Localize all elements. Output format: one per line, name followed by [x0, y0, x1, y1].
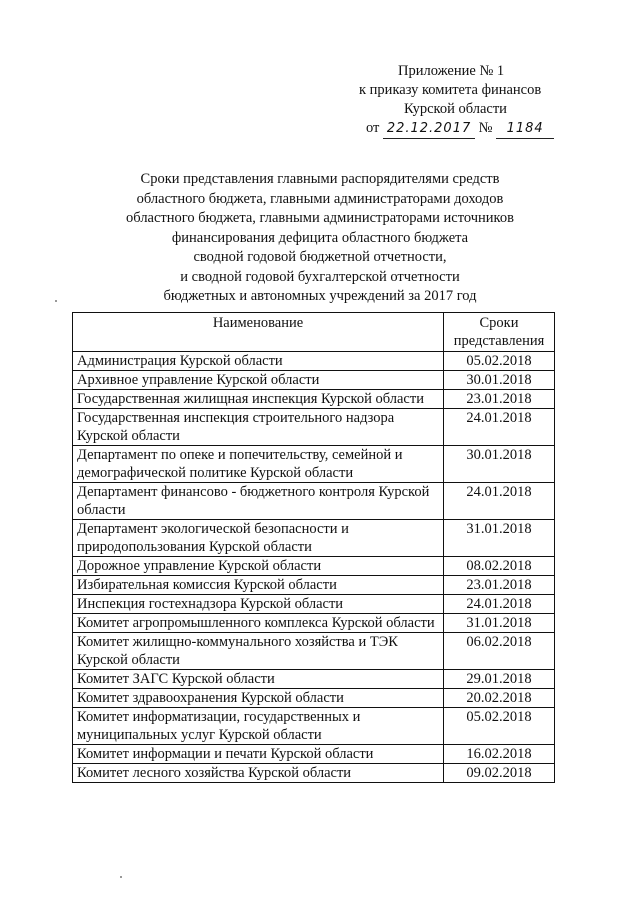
annex-date-line — [290, 119, 570, 139]
row-name: Государственная жилищная инспекция Курской области — [73, 390, 444, 409]
row-name: Департамент экологической безопасности и природопользования Курской области — [73, 520, 444, 557]
row-name: Комитет информации и печати Курской области — [73, 745, 444, 764]
row-term: 08.02.2018 — [444, 557, 555, 576]
row-term: 16.02.2018 — [444, 745, 555, 764]
scan-speck — [55, 300, 57, 302]
row-term: 31.01.2018 — [444, 520, 555, 557]
table-row — [73, 745, 555, 764]
row-name: Администрация Курской области — [73, 352, 444, 371]
document-title — [60, 170, 580, 307]
title-line: бюджетных и автономных учреждений за 2017 год — [163, 288, 477, 304]
title-line: сводной годовой бюджетной отчетности, — [193, 249, 447, 265]
table-row — [73, 409, 555, 446]
table-row — [73, 483, 555, 520]
row-name: Комитет ЗАГС Курской области — [73, 670, 444, 689]
row-term: 30.01.2018 — [444, 446, 555, 483]
row-name: Департамент по опеке и попечительству, семейной и демографической политике Курской области — [73, 446, 444, 483]
table-header-row — [73, 313, 555, 352]
table-row — [73, 371, 555, 390]
row-term: 05.02.2018 — [444, 352, 555, 371]
row-name: Избирательная комиссия Курской области — [73, 576, 444, 595]
table-row — [73, 689, 555, 708]
row-term: 31.01.2018 — [444, 614, 555, 633]
header-term: Сроки представления — [444, 313, 555, 352]
row-name: Комитет информатизации, государственных и муниципальных услуг Курской области — [73, 708, 444, 745]
table-row — [73, 764, 555, 783]
row-term: 09.02.2018 — [444, 764, 555, 783]
title-line: областного бюджета, главными администраторами доходов — [136, 190, 504, 207]
row-term: 29.01.2018 — [444, 670, 555, 689]
from-label: от — [366, 120, 380, 136]
handwritten-date: 22.12.2017 — [383, 119, 475, 139]
row-name: Архивное управление Курской области — [73, 371, 444, 390]
table-row — [73, 614, 555, 633]
table-row — [73, 708, 555, 745]
table-row — [73, 352, 555, 371]
title-line: и сводной годовой бухгалтерской отчетности — [180, 268, 460, 285]
title-line: Сроки представления главными распорядителями средств — [140, 171, 500, 187]
title-line: областного бюджета, главными администраторами источников — [126, 210, 514, 226]
row-name: Государственная инспекция строительного надзора Курской области — [73, 409, 444, 446]
annex-line-2: к приказу комитета финансов — [359, 82, 542, 98]
table-row — [73, 390, 555, 409]
row-name: Дорожное управление Курской области — [73, 557, 444, 576]
scan-speck — [120, 876, 122, 878]
table-row — [73, 446, 555, 483]
row-term: 05.02.2018 — [444, 708, 555, 745]
row-term: 06.02.2018 — [444, 633, 555, 670]
row-name: Комитет агропромышленного комплекса Курской области — [73, 614, 444, 633]
table-row — [73, 670, 555, 689]
table-row — [73, 520, 555, 557]
table-row — [73, 557, 555, 576]
deadlines-table — [72, 312, 555, 783]
annex-header — [290, 62, 570, 139]
row-term: 24.01.2018 — [444, 483, 555, 520]
number-label: № — [478, 120, 493, 136]
table-row — [73, 595, 555, 614]
row-name: Комитет лесного хозяйства Курской области — [73, 764, 444, 783]
table-row — [73, 576, 555, 595]
row-name: Департамент финансово - бюджетного контроля Курской области — [73, 483, 444, 520]
annex-line-1: Приложение № 1 — [398, 63, 505, 79]
header-name: Наименование — [73, 313, 444, 352]
title-line: финансирования дефицита областного бюджета — [171, 229, 469, 246]
row-name: Комитет жилищно-коммунального хозяйства и ТЭК Курской области — [73, 633, 444, 670]
row-name: Инспекция гостехнадзора Курской области — [73, 595, 444, 614]
table-row — [73, 633, 555, 670]
row-name: Комитет здравоохранения Курской области — [73, 689, 444, 708]
row-term: 30.01.2018 — [444, 371, 555, 390]
row-term: 23.01.2018 — [444, 390, 555, 409]
row-term: 20.02.2018 — [444, 689, 555, 708]
annex-line-3: Курской области — [404, 101, 507, 117]
row-term: 24.01.2018 — [444, 409, 555, 446]
handwritten-number: 1184 — [496, 119, 554, 139]
row-term: 24.01.2018 — [444, 595, 555, 614]
row-term: 23.01.2018 — [444, 576, 555, 595]
